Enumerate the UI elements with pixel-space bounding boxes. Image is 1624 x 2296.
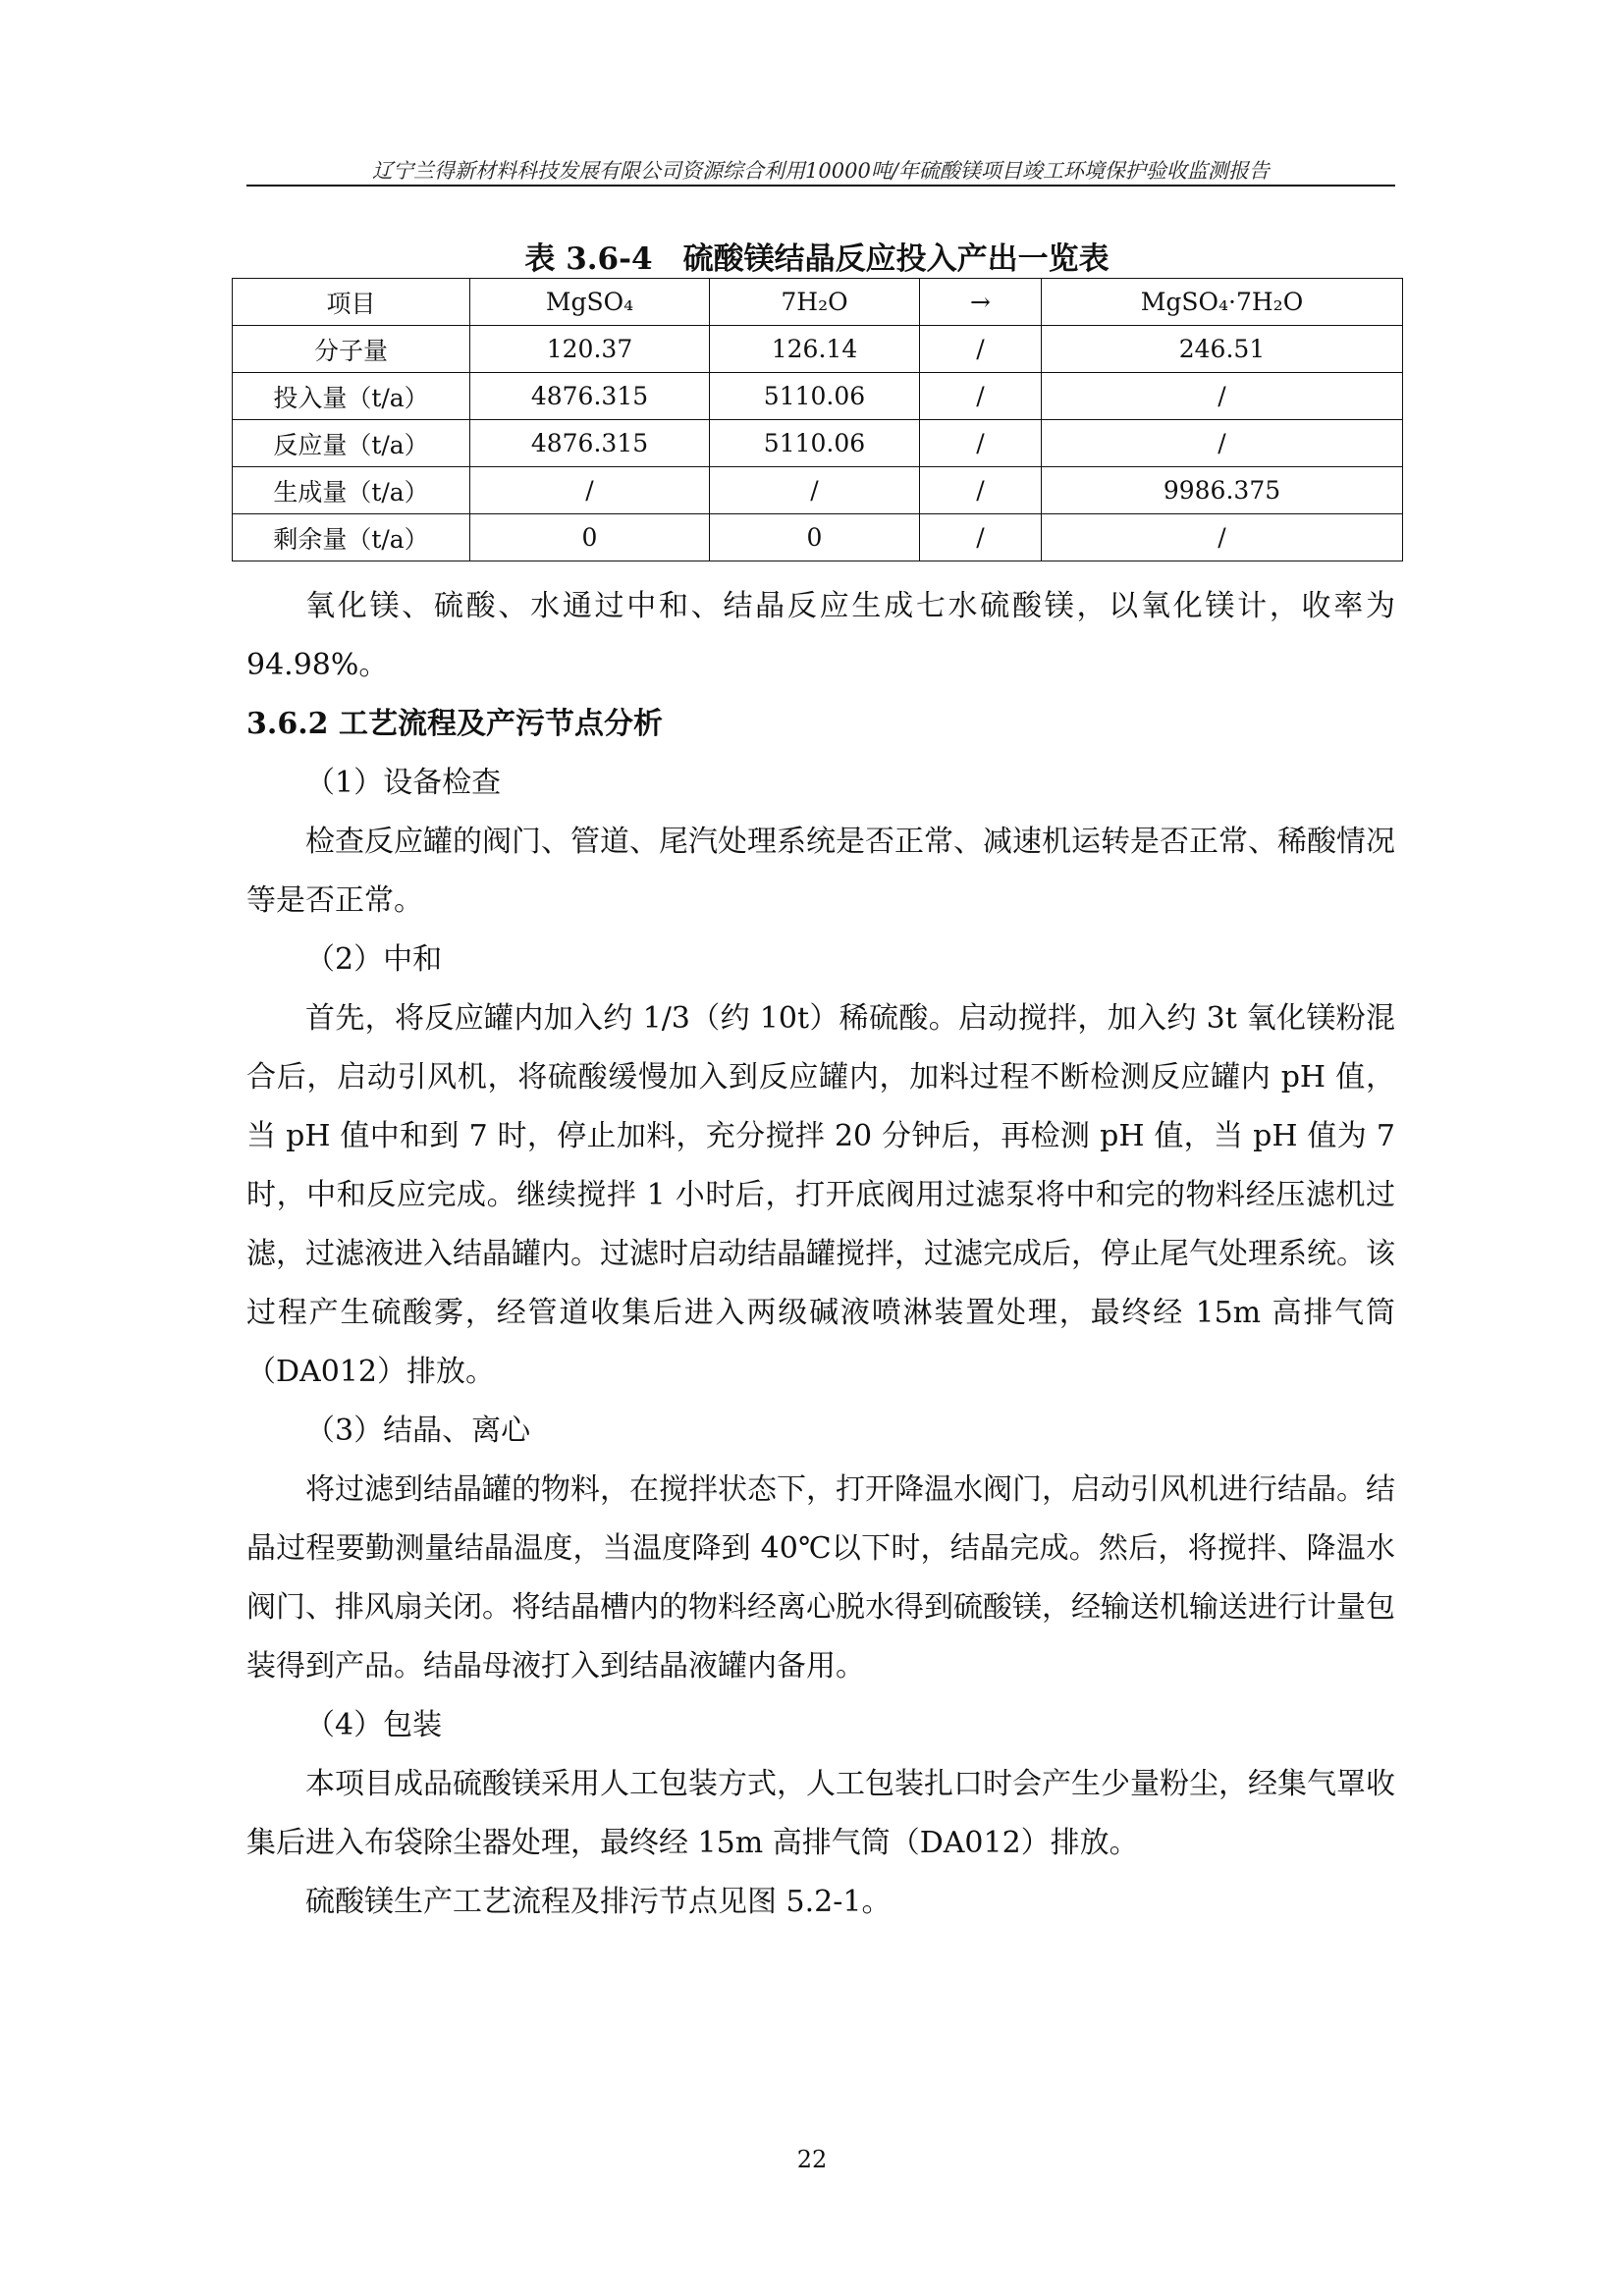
subsection-title-crystallization: （3）结晶、离心 [305,1414,531,1448]
table-cell: / [920,467,1042,514]
packaging-paragraph: 本项目成品硫酸镁采用人工包装方式，人工包装扎口时会产生少量粉尘，经集气罩收集后进入布袋除尘器处理，最终经 15m 高排气筒（DA012）排放。 [246,1767,1395,1860]
table-cell: / [1042,514,1403,561]
table-cell: 5110.06 [710,420,920,467]
neutralization-paragraph: 首先，将反应罐内加入约 1/3（约 10t）稀硫酸。启动搅拌，加入约 3t 氧化镁粉混合后，启动引风机，将硫酸缓慢加入到反应罐内，加料过程不断检测反应罐内 pH 值，当 pH 值中和到 7 时，停止加料，充分搅拌 20 分钟后，再检测 pH 值，当 pH 值为 7 时，中和反应完成。继续搅拌 1 小时后，打开底阀用过滤泵将中和完的物料经压滤机过滤，过滤液进入结晶罐内。过滤时启动结晶罐搅拌，过滤完成后，停止尾气处理系统。该过程产生硫酸雾，经管道收集后进入两级碱液喷淋装置处理，最终经 15m 高排气筒（DA012）排放。 [246,1001,1396,1389]
header-cell: MgSO₄ [470,279,710,326]
page-header-title: 辽宁兰得新材料科技发展有限公司资源综合利用10000吨/年硫酸镁项目竣工环境保护验收监测报告 [372,159,1270,183]
table-cell: / [920,373,1042,420]
table-row [233,373,1403,420]
table-cell: 0 [710,514,920,561]
table-row [233,326,1403,373]
table-cell: / [1042,373,1403,420]
table-cell: 0 [470,514,710,561]
subsection-title-equipment-check: （1）设备检查 [305,766,502,800]
table-cell: 246.51 [1042,326,1403,373]
table-cell: 4876.315 [470,373,710,420]
table-caption: 表 3.6-4 硫酸镁结晶反应投入产出一览表 [524,241,1110,277]
table-cell: / [470,467,710,514]
header-cell: → [920,279,1042,326]
header-rule [246,185,1395,187]
header-cell: MgSO₄·7H₂O [1042,279,1403,326]
table-row [233,467,1403,514]
document-body [246,577,1395,1932]
table-cell: 4876.315 [470,420,710,467]
equipment-check-paragraph: 检查反应罐的阀门、管道、尾汽处理系统是否正常、减速机运转是否正常、稀酸情况等是否正常。 [246,825,1395,918]
table-header-row [233,279,1403,326]
yield-paragraph: 氧化镁、硫酸、水通过中和、结晶反应生成七水硫酸镁，以氧化镁计，收率为 94.98%。 [246,589,1395,682]
table-cell: 投入量（t/a） [233,373,470,420]
table-cell: / [920,514,1042,561]
closing-paragraph: 硫酸镁生产工艺流程及排污节点见图 5.2-1。 [305,1885,892,1919]
table-cell: / [710,467,920,514]
header-cell: 项目 [233,279,470,326]
table-cell: / [920,326,1042,373]
data-table [232,278,1403,561]
table-row [233,514,1403,561]
header-cell: 7H₂O [710,279,920,326]
subsection-title-packaging: （4）包装 [305,1708,443,1742]
table-cell: 剩余量（t/a） [233,514,470,561]
table-cell: 分子量 [233,326,470,373]
table-cell: / [1042,420,1403,467]
table-cell: 5110.06 [710,373,920,420]
table-row [233,420,1403,467]
table-cell: 9986.375 [1042,467,1403,514]
table-cell: 反应量（t/a） [233,420,470,467]
table-cell: 126.14 [710,326,920,373]
table-cell: / [920,420,1042,467]
crystallization-paragraph: 将过滤到结晶罐的物料，在搅拌状态下，打开降温水阀门，启动引风机进行结晶。结晶过程要勤测量结晶温度，当温度降到 40℃以下时，结晶完成。然后，将搅拌、降温水阀门、排风扇关闭。将结晶槽内的物料经离心脱水得到硫酸镁，经输送机输送进行计量包装得到产品。结晶母液打入到结晶液罐内备用。 [246,1472,1395,1683]
table-cell: 生成量（t/a） [233,467,470,514]
page-number: 22 [796,2146,828,2173]
table-cell: 120.37 [470,326,710,373]
section-heading: 3.6.2 工艺流程及产污节点分析 [246,707,663,741]
subsection-title-neutralization: （2）中和 [305,942,443,977]
